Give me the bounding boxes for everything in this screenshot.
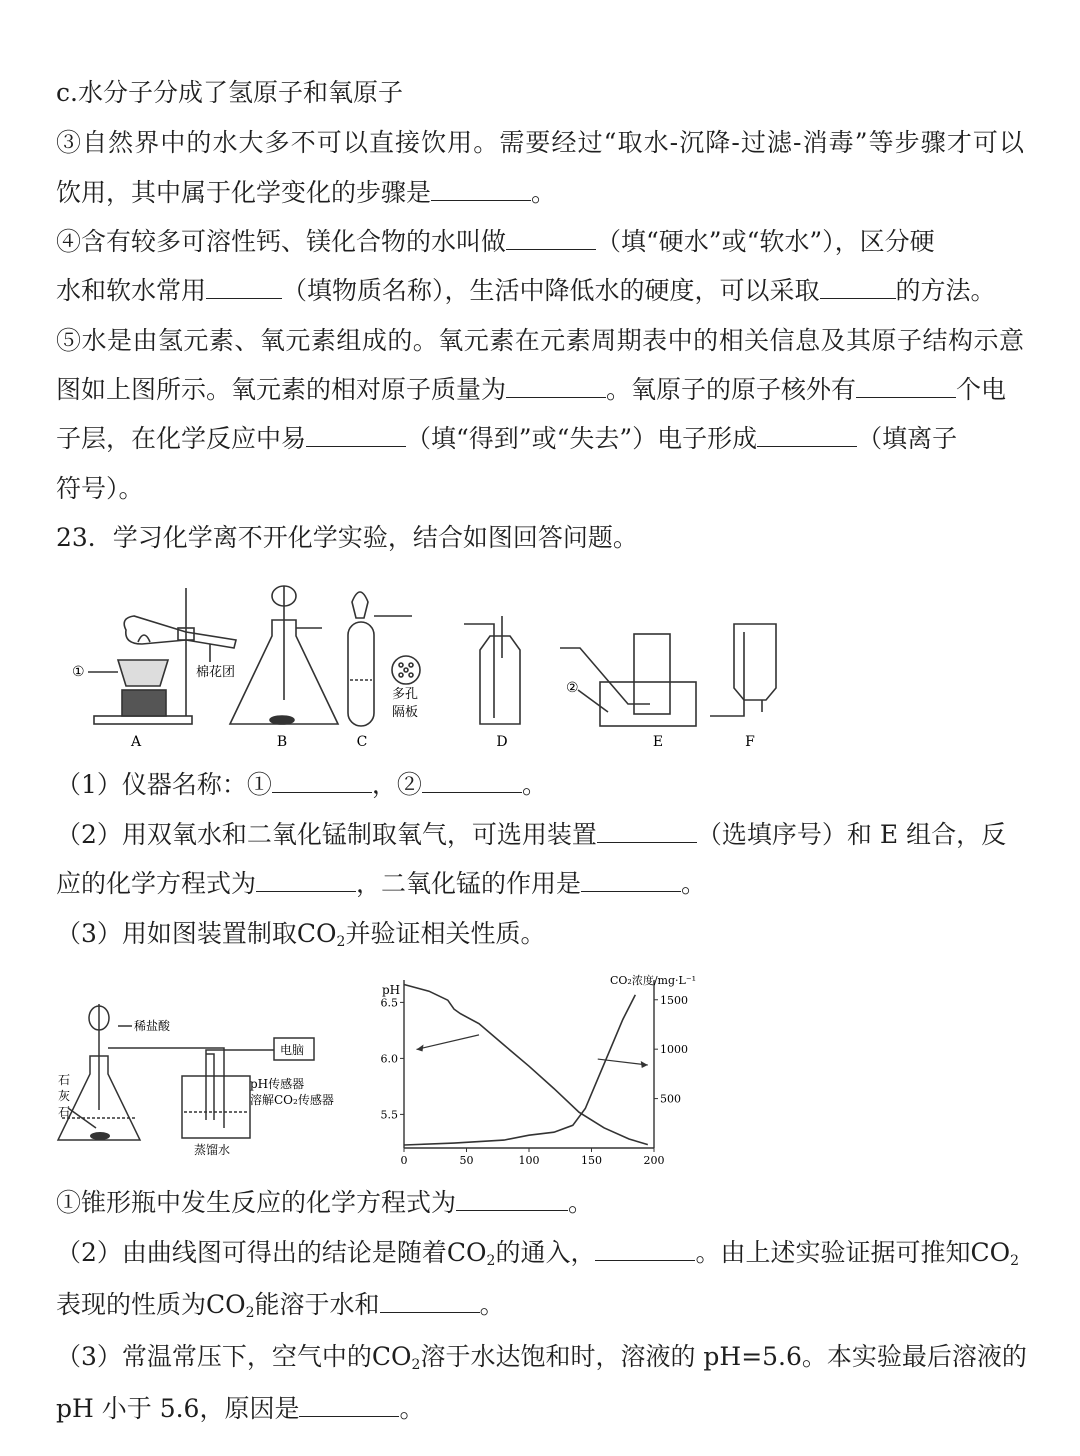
lamp-stand [118,660,168,686]
answer-blank[interactable] [431,178,531,201]
text: ，② [371,770,422,799]
y-right-tick-label: 1000 [660,1043,688,1057]
answer-blank[interactable] [597,820,697,843]
label-A: A [130,734,142,750]
text: 的通入， [495,1238,596,1267]
q22-p5-line2 [56,375,1024,405]
apparatus-figure [60,572,800,752]
ph-co2-chart [370,966,720,1176]
long-funnel [352,592,368,618]
cotton-label: 棉花团 [196,665,236,680]
answer-blank[interactable] [595,1238,695,1261]
porous-label-1: 多孔 [392,687,419,702]
answer-blank[interactable] [456,1188,568,1211]
porous-plate-detail [392,656,420,684]
text: （填物质名称），生活中降低水的硬度，可以采取 [282,276,820,305]
answer-blank[interactable] [856,375,956,398]
sensor-cable [206,1054,214,1120]
q23-s1 [56,770,1024,800]
leader-line [578,690,608,712]
text: 。由上述实验证据可推知CO [695,1238,1011,1267]
limestone-label-2: 灰 [58,1089,71,1103]
text: 图如上图所示。氧元素的相对原子质量为 [56,375,507,404]
co2-series-line [404,995,635,1145]
y-right-tick-label: 500 [660,1092,681,1106]
mark-1: ① [72,664,85,680]
long-tube [710,632,744,716]
text: 应的化学方程式为 [56,869,257,898]
subscript: 2 [245,1305,255,1321]
gas-bottle [480,636,520,724]
text: ④含有较多可溶性钙、镁化合物的水叫做 [56,227,507,256]
text: 子层，在化学反应中易 [56,424,307,453]
answer-blank[interactable] [206,276,282,299]
text: 。 [568,1188,594,1217]
ph-axis-arrow [417,1035,480,1050]
text: 表现的性质为CO [56,1290,246,1319]
label-E: E [652,734,664,750]
answer-blank[interactable] [422,770,522,793]
y-left-tick-label: 5.5 [380,1108,398,1122]
test-tube [124,616,236,648]
label-F: F [745,734,755,750]
computer-label: 电脑 [280,1043,305,1057]
answer-blank[interactable] [506,227,596,250]
stand-base [94,716,192,724]
answer-blank[interactable] [272,770,372,793]
x-tick-label: 0 [400,1154,408,1167]
limestone-label-3: 石 [58,1105,71,1119]
y-left-tick-label: 6.0 [380,1052,398,1066]
q23-s2-line1 [56,820,1024,850]
q23-s2-line2 [56,869,1024,899]
answer-blank[interactable] [306,424,406,447]
q23-r3-line2 [56,1394,1024,1424]
answer-blank[interactable] [256,869,356,892]
flame [138,635,150,642]
q22-p3-line1: ③自然界中的水大多不可以直接饮用。需要经过“取水-沉降-过滤-消毒”等步骤才可以 [56,128,1024,157]
q22-p4-line1 [56,227,1024,257]
subscript: 2 [486,1253,496,1269]
q22-p5-line4: 符号）。 [56,474,144,503]
porous-label-2: 隔板 [392,705,419,720]
text: （填“硬水”或“软水”），区分硬 [596,227,935,256]
option-c: c.水分子分成了氢原子和氧原子 [56,78,403,107]
subscript: 2 [411,1357,421,1373]
text: 的方法。 [895,276,996,305]
text: 能溶于水和 [254,1290,380,1319]
text: （填离子 [857,424,958,453]
y-left-tick-label: 6.5 [380,996,398,1010]
text: 并验证相关性质。 [345,919,546,948]
text: （2）用双氧水和二氧化锰制取氧气，可选用装置 [56,820,597,849]
answer-blank[interactable] [380,1290,480,1313]
text: pH 小于 5.6，原因是 [56,1394,300,1423]
inverted-bottle [734,624,776,700]
alcohol-lamp [122,690,166,716]
text: 。 [521,770,547,799]
co2-sensor-label: 溶解CO₂传感器 [250,1093,334,1107]
ph-series-line [404,985,648,1145]
q23-r2-line1 [56,1238,1024,1268]
text: 。 [531,178,557,207]
text: （填“得到”或“失去”）电子形成 [406,424,758,453]
text: （2）由曲线图可得出的结论是随着CO [56,1238,487,1267]
text: 饮用，其中属于化学变化的步骤是 [56,178,432,207]
q23-stem: 23．学习化学离不开化学实验，结合如图回答问题。 [56,523,638,552]
y-label-left: pH [382,983,401,997]
text: （1）仪器名称：① [56,770,272,799]
text: 。氧原子的原子核外有 [606,375,857,404]
y-label-right: CO₂浓度/mg·L⁻¹ [610,974,697,987]
long-tube [464,624,494,718]
q22-p4-line2 [56,276,1024,306]
subscript: 2 [1010,1253,1020,1269]
text: 溶于水达饱和时，溶液的 pH=5.6。本实验最后溶液的 [420,1342,1027,1371]
ph-arrow-head [417,1044,424,1051]
q22-p5-line3 [56,424,1024,454]
answer-blank[interactable] [757,424,857,447]
tube-c [348,622,374,726]
text: 水和软水常用 [56,276,207,305]
beaker [182,1076,250,1138]
q22-p3-line2 [56,178,1024,208]
text: 个电 [956,375,1007,404]
q23-s3 [56,919,1024,949]
x-tick-label: 100 [518,1154,540,1167]
text: 。 [479,1290,505,1319]
text: 。 [681,869,707,898]
co2-arrow-head [641,1061,648,1068]
limestone-label-1: 石 [58,1073,71,1087]
answer-blank[interactable] [299,1394,399,1417]
text: （3）用如图装置制取CO [56,919,337,948]
co2-setup-figure [56,990,356,1170]
q22-p5-line1: ⑤水是由氢元素、氧元素组成的。氧元素在元素周期表中的相关信息及其原子结构示意 [56,326,1024,355]
acid-label: 稀盐酸 [134,1019,171,1033]
q23-r3-line1 [56,1342,1027,1373]
water-label: 蒸馏水 [194,1143,231,1157]
text: 。 [399,1394,425,1423]
label-B: B [276,734,288,750]
text: ，二氧化锰的作用是 [356,869,582,898]
ph-sensor-label: pH传感器 [250,1077,305,1091]
q23-r2-line2 [56,1290,1024,1320]
subscript: 2 [336,934,346,950]
collecting-bottle [634,634,670,714]
mark-2: ② [566,680,579,696]
x-tick-label: 50 [459,1154,474,1167]
text: （3）常温常压下，空气中的CO [56,1342,412,1371]
answer-blank[interactable] [820,276,896,299]
answer-blank[interactable] [506,375,606,398]
answer-blank[interactable] [581,869,681,892]
text: ①锥形瓶中发生反应的化学方程式为 [56,1188,457,1217]
text: （选填序号）和 E 组合，反 [696,820,1007,849]
label-C: C [356,734,368,750]
solid [270,716,294,724]
y-right-tick-label: 1500 [660,993,688,1007]
x-tick-label: 150 [581,1154,602,1167]
label-D: D [496,734,508,750]
q23-r1 [56,1188,1024,1218]
x-tick-label: 200 [643,1154,665,1167]
